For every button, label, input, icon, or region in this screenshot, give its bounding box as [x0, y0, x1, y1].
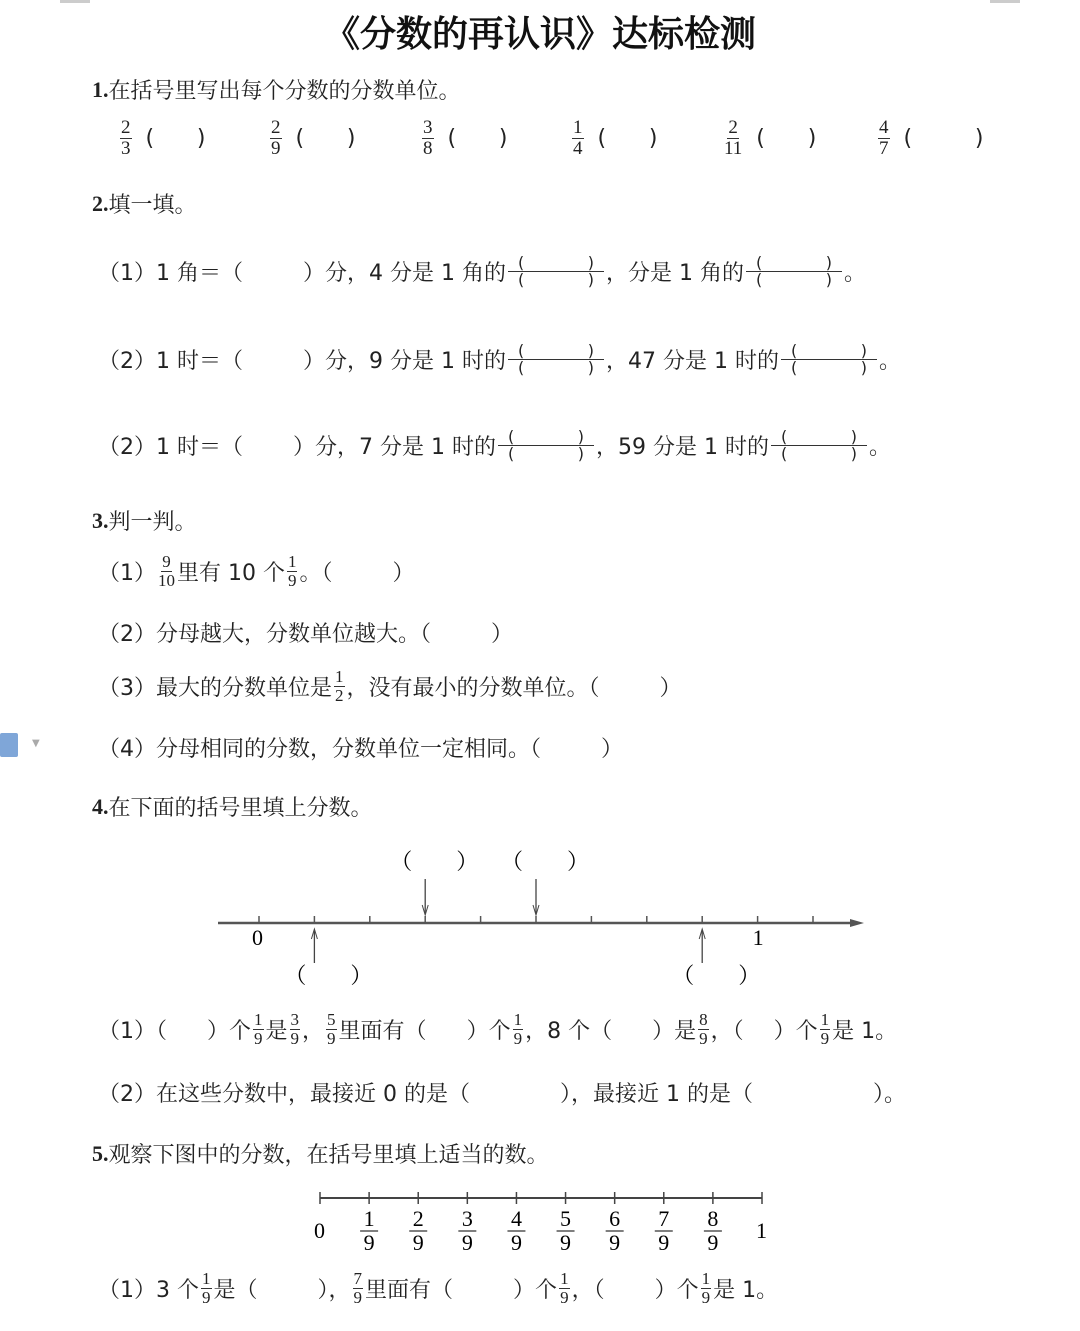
paren: ( [756, 126, 765, 151]
text: 。 [843, 261, 866, 286]
fraction [253, 1011, 264, 1048]
numerator: 7 [353, 1269, 363, 1288]
sub-question [98, 617, 513, 648]
blank-fraction[interactable] [771, 429, 867, 462]
text: ） [392, 561, 415, 586]
ruler-label-1: 1 [756, 1218, 767, 1243]
ruler-label-0: 0 [314, 1218, 325, 1243]
numerator: 1 [820, 1010, 830, 1029]
denominator: 9 [202, 1288, 211, 1307]
answer-blank: （ ） [501, 850, 590, 875]
question-number: 5. [92, 1140, 109, 1166]
text: （3）最大的分数单位是 [98, 676, 332, 701]
question-text: 在括号里写出每个分数的分数单位。 [108, 79, 461, 104]
answer-blank[interactable] [756, 126, 816, 151]
text: 是 [265, 1019, 288, 1044]
text: （2）分母越大，分数单位越大。（ [98, 622, 431, 647]
text: （4）分母相同的分数，分数单位一定相同。（ [98, 737, 541, 762]
numerator: 1 [287, 552, 297, 571]
answer-blank: （ ） [390, 850, 479, 875]
question-text: 在下面的括号里填上分数。 [108, 796, 373, 821]
ruler-numerator: 2 [412, 1206, 424, 1231]
fraction [559, 1270, 570, 1307]
numerator: 1 [560, 1269, 569, 1288]
text: ），最接近 1 的是（ [559, 1082, 753, 1107]
sub-question [98, 1077, 906, 1108]
blank-fraction[interactable] [508, 343, 604, 376]
paren: ) [196, 126, 206, 151]
sub-question [98, 429, 891, 462]
text: ，分是 1 角的 [605, 261, 744, 286]
blank-numerator: ( ) [498, 429, 594, 446]
ruler-numerator: 4 [510, 1206, 522, 1231]
chevron-down-icon[interactable]: ▼ [32, 738, 40, 749]
text: （1）1 角＝（ [98, 261, 243, 286]
blank-numerator: ( ) [508, 343, 604, 360]
denominator: 11 [724, 138, 743, 159]
numerator: 2 [271, 117, 281, 138]
fraction [820, 1011, 831, 1048]
tick-label-1: 1 [752, 925, 764, 950]
text: 是 1。 [832, 1019, 898, 1044]
question-number: 2. [92, 190, 109, 216]
sub-question [98, 1270, 778, 1307]
answer-blank[interactable] [598, 126, 658, 151]
answer-blank[interactable] [448, 126, 508, 151]
ruler-denominator: 9 [560, 1230, 572, 1255]
ruler-numerator: 8 [707, 1206, 719, 1231]
denominator: 2 [335, 686, 344, 705]
question-number: 4. [92, 793, 109, 819]
blank-fraction[interactable] [498, 429, 594, 462]
number-line [0, 840, 1080, 990]
text: ，8 个（ [525, 1019, 613, 1044]
text: ）分，9 分是 1 时的 [303, 349, 506, 374]
denominator: 9 [271, 138, 281, 159]
paren: ) [807, 126, 817, 151]
blank-denominator: ( ) [517, 270, 594, 289]
numerator: 1 [573, 117, 583, 138]
text: ）个 [466, 1019, 511, 1044]
blank-fraction[interactable] [508, 255, 604, 288]
text: 是（ [213, 1278, 258, 1303]
fraction [270, 118, 282, 159]
text: （2）1 时＝（ [98, 349, 243, 374]
numerator: 8 [699, 1010, 708, 1029]
text: 里面有（ [338, 1019, 427, 1044]
numerator: 2 [121, 117, 131, 138]
fraction [701, 1270, 712, 1307]
text: 里面有（ [365, 1278, 454, 1303]
fraction [120, 118, 132, 159]
text: 是 1。 [713, 1278, 779, 1303]
fraction [698, 1011, 709, 1048]
numerator: 3 [290, 1010, 300, 1029]
fraction-ruler [0, 1188, 1080, 1258]
text: ）个 [654, 1278, 699, 1303]
ruler-denominator: 9 [658, 1230, 670, 1255]
denominator: 9 [513, 1029, 523, 1048]
paren: ( [597, 126, 607, 151]
paren: ( [295, 126, 305, 151]
fraction [326, 1011, 337, 1048]
answer-blank[interactable] [146, 126, 206, 151]
denominator: 4 [573, 138, 583, 159]
text: ）。 [872, 1082, 906, 1107]
fraction [513, 1011, 524, 1048]
blank-numerator: ( ) [771, 429, 867, 446]
denominator: 9 [820, 1029, 830, 1048]
axis-arrowhead [850, 919, 864, 927]
blank-denominator: ( ) [755, 270, 832, 289]
page-corner-mark [60, 0, 90, 3]
numerator: 1 [701, 1269, 711, 1288]
fraction-item [420, 118, 508, 159]
sub-question [98, 1011, 897, 1048]
question-text: 填一填。 [108, 193, 197, 218]
text: ）分，4 分是 1 角的 [303, 261, 506, 286]
answer-blank: （ ） [672, 964, 761, 989]
fraction [353, 1270, 364, 1307]
text: ）个 [773, 1019, 818, 1044]
sub-question [98, 343, 901, 376]
sub-question [98, 732, 623, 763]
fraction [158, 553, 175, 590]
fraction-item [570, 118, 658, 159]
fraction-item [722, 118, 816, 159]
text: ）， [317, 1278, 351, 1303]
text: （1）（ [98, 1019, 167, 1044]
ruler-denominator: 9 [412, 1230, 424, 1255]
numerator: 1 [513, 1010, 523, 1029]
question-1-heading [92, 74, 461, 105]
text: ） [659, 676, 682, 701]
denominator: 9 [287, 571, 297, 590]
denominator: 8 [423, 138, 433, 159]
text: 。 [868, 435, 891, 460]
text: ） [601, 737, 624, 762]
question-4-heading [92, 791, 373, 822]
numerator: 1 [254, 1010, 263, 1029]
paren: ) [648, 126, 658, 151]
question-2-heading [92, 188, 197, 219]
numerator: 9 [162, 552, 171, 571]
fraction-item [876, 118, 984, 159]
denominator: 10 [158, 571, 175, 590]
text: ，（ [571, 1278, 605, 1303]
sub-question [98, 255, 866, 288]
document-icon[interactable] [0, 733, 18, 757]
paren: ( [145, 126, 155, 151]
answer-blank: （ ） [284, 964, 373, 989]
paren: ) [346, 126, 356, 151]
denominator: 9 [254, 1029, 263, 1048]
question-number: 3. [92, 507, 109, 533]
tick-label-0: 0 [252, 925, 263, 950]
ruler-denominator: 9 [707, 1230, 719, 1255]
fraction [572, 118, 584, 159]
question-number: 1. [92, 76, 109, 102]
text: ）是 [652, 1019, 697, 1044]
ruler-denominator: 9 [510, 1230, 522, 1255]
blank-numerator: ( ) [508, 255, 604, 272]
blank-fraction[interactable] [781, 343, 877, 376]
denominator: 9 [327, 1029, 336, 1048]
fraction-item [268, 118, 356, 159]
question-text: 观察下图中的分数，在括号里填上适当的数。 [108, 1143, 549, 1168]
blank-denominator: ( ) [780, 444, 857, 463]
numerator: 1 [202, 1269, 211, 1288]
text: ） [491, 622, 514, 647]
ruler-numerator: 7 [658, 1206, 670, 1231]
text: （1） [98, 561, 156, 586]
ruler-numerator: 1 [363, 1206, 375, 1231]
denominator: 7 [879, 138, 889, 159]
fraction [878, 118, 890, 159]
text: （2）在这些分数中，最接近 0 的是（ [98, 1082, 470, 1107]
fraction [201, 1270, 212, 1307]
text: ，（ [710, 1019, 744, 1044]
paren: ) [498, 126, 508, 151]
text: ，没有最小的分数单位。（ [346, 676, 600, 701]
numerator: 1 [335, 667, 344, 686]
ruler-numerator: 3 [461, 1206, 473, 1231]
fraction [290, 1011, 301, 1048]
numerator: 3 [423, 117, 433, 138]
blank-fraction[interactable] [746, 255, 842, 288]
numerator: 2 [728, 117, 738, 138]
ruler-denominator: 9 [609, 1230, 621, 1255]
blank-numerator: ( ) [781, 343, 877, 360]
question-5-heading [92, 1138, 549, 1169]
text: 。 [878, 349, 901, 374]
denominator: 9 [699, 1029, 708, 1048]
denominator: 9 [353, 1288, 363, 1307]
question-text: 判一判。 [108, 510, 197, 535]
ruler-denominator: 9 [363, 1230, 375, 1255]
paren: ( [903, 126, 913, 151]
text: ，59 分是 1 时的 [595, 435, 769, 460]
fraction-item [118, 118, 206, 159]
paren: ) [974, 126, 984, 151]
text: ）个 [513, 1278, 558, 1303]
sub-question [98, 553, 415, 590]
text: （1）3 个 [98, 1278, 199, 1303]
blank-denominator: ( ) [517, 358, 594, 377]
page-title: 《分数的再认识》达标检测 [323, 13, 756, 55]
fraction [422, 118, 434, 159]
ruler-denominator: 9 [461, 1230, 473, 1255]
text: 里有 10 个 [177, 561, 285, 586]
fraction [724, 118, 742, 159]
denominator: 9 [560, 1288, 569, 1307]
denominator: 9 [701, 1288, 711, 1307]
text: ）分，7 分是 1 时的 [293, 435, 496, 460]
ruler-numerator: 5 [560, 1206, 572, 1231]
text: ， [302, 1019, 325, 1044]
blank-numerator: ( ) [746, 255, 842, 272]
text: （2）1 时＝（ [98, 435, 243, 460]
text: ）个 [207, 1019, 252, 1044]
ruler-numerator: 6 [609, 1206, 621, 1231]
numerator: 5 [327, 1010, 336, 1029]
blank-denominator: ( ) [790, 358, 867, 377]
answer-blank[interactable] [904, 126, 984, 151]
fraction [287, 553, 298, 590]
denominator: 9 [290, 1029, 300, 1048]
fraction [334, 668, 345, 705]
text: ，47 分是 1 时的 [605, 349, 779, 374]
answer-blank[interactable] [296, 126, 356, 151]
denominator: 3 [121, 138, 131, 159]
numerator: 4 [879, 117, 889, 138]
sub-question [98, 668, 682, 705]
paren: ( [447, 126, 457, 151]
blank-denominator: ( ) [507, 444, 584, 463]
text: 。（ [299, 561, 333, 586]
page-corner-mark [990, 0, 1020, 3]
question-3-heading [92, 505, 197, 536]
